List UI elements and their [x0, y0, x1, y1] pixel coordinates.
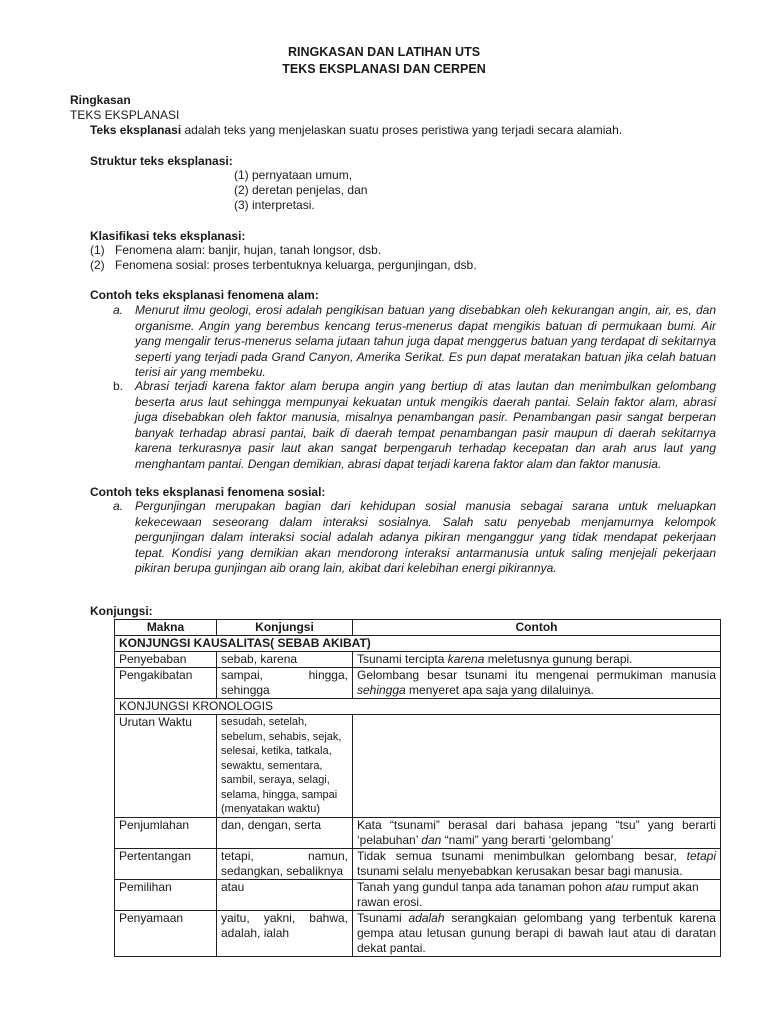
cell-makna: Penyebaban — [115, 652, 217, 668]
cell-konjungsi: tetapi, namun, sedangkan, sebaliknya — [217, 848, 353, 879]
cell-contoh — [353, 879, 721, 910]
group-label: KONJUNGSI KAUSALITAS( SEBAB AKIBAT) — [115, 636, 721, 652]
table-row — [115, 668, 721, 699]
contoh-text: Gelombang besar tsunami itu mengenai permukiman manusia — [357, 668, 716, 682]
definition-term: Teks eksplanasi — [90, 123, 182, 137]
header-contoh: Contoh — [353, 620, 721, 636]
klasifikasi-text: Fenomena alam: banjir, hujan, tanah longsor, dsb. — [115, 243, 382, 257]
contoh-text: serangkaian gelombang yang terbentuk karena gempa atau letusan gunung berapi di bawah laut atau di daratan dekat pantai. — [357, 910, 716, 955]
struktur-item: (2) deretan penjelas, dan — [234, 183, 368, 197]
contoh-text: meletusnya gunung berapi. — [484, 652, 633, 666]
struktur-item: (3) interpretasi. — [234, 198, 315, 212]
contoh-text: Tidak semua tsunami menimbulkan gelombang besar, — [357, 848, 687, 863]
cell-contoh — [353, 817, 721, 848]
contoh-text: rumput akan rawan erosi. — [357, 879, 699, 909]
contoh-alam-heading: Contoh teks eksplanasi fenomena alam: — [90, 288, 319, 302]
contoh-alam-a-paragraph: Menurut ilmu geologi, erosi adalah pengikisan batuan yang disebabkan oleh kekurangan angin, air, es, dan organisme. Angin yang berembus kencang terus-menerus dapat mengikis batuan di permukaan bumi. Air yang mengalir terus-menerus selama jutaan tahun juga dapat menggerus batuan yang terdapat di sekitarnya seperti yang terjadi pada Grand Canyon, Amerika Serikat. Es pun dapat meratakan batuan jika celah batuan terisi air yang membeku. — [135, 303, 716, 379]
table-row — [115, 817, 721, 848]
header-konjungsi: Konjungsi — [217, 620, 353, 636]
contoh-emphasis: sehingga — [357, 683, 406, 697]
table-row — [115, 879, 721, 910]
konjungsi-table — [114, 619, 721, 957]
contoh-text: Tsunami tercipta — [357, 652, 448, 666]
contoh-emphasis: karena — [447, 652, 485, 666]
cell-konjungsi: sebab, karena — [217, 652, 353, 668]
contoh-text: Tanah yang gundul tanpa ada tanaman pohon — [357, 879, 606, 894]
contoh-emphasis: dan — [421, 832, 442, 847]
contoh-emphasis: atau — [605, 879, 629, 894]
contoh-text: “nami” yang berarti ‘gelombang’ — [441, 832, 614, 847]
title-line-1: RINGKASAN DAN LATIHAN UTS — [287, 45, 481, 59]
contoh-sosial-a-label: a. — [113, 499, 124, 513]
contoh-emphasis: tetapi — [686, 848, 716, 863]
cell-contoh — [353, 910, 721, 956]
cell-makna: Penjumlahan — [115, 817, 217, 848]
klasifikasi-heading: Klasifikasi teks eksplanasi: — [90, 229, 246, 243]
group-label: KONJUNGSI KRONOLOGIS — [115, 699, 721, 715]
contoh-text: menyeret apa saja yang dilaluinya. — [405, 683, 594, 697]
table-row — [115, 848, 721, 879]
contoh-text: Tsunami — [357, 910, 409, 925]
table-row — [115, 652, 721, 668]
group-row-kronologis — [115, 699, 721, 715]
definition-text: adalah teks yang menjelaskan suatu proses peristiwa yang terjadi secara alamiah. — [181, 123, 623, 137]
table-row — [115, 715, 721, 818]
group-row-kausalitas — [115, 636, 721, 652]
header-makna: Makna — [115, 620, 217, 636]
cell-contoh — [353, 668, 721, 699]
klasifikasi-num: (1) — [90, 243, 105, 257]
cell-konjungsi: dan, dengan, serta — [217, 817, 353, 848]
cell-makna: Pemilihan — [115, 879, 217, 910]
table-header-row — [115, 620, 721, 636]
cell-makna: Pertentangan — [115, 848, 217, 879]
contoh-text: Kata “tsunami” berasal dari bahasa jepang “tsu” yang berarti ‘pelabuhan’ — [357, 817, 716, 847]
cell-contoh — [353, 652, 721, 668]
cell-konjungsi: sesudah, setelah, sebelum, sehabis, sejak, selesai, ketika, tatkala, sewaktu, sementara, sambil, seraya, selagi, selama, hingga, sampai (menyatakan waktu) — [217, 715, 353, 818]
ringkasan-heading: Ringkasan — [70, 93, 131, 107]
title-line-2: TEKS EKSPLANASI DAN CERPEN — [282, 62, 486, 76]
cell-makna: Urutan Waktu — [115, 715, 217, 818]
contoh-alam-b-paragraph: Abrasi terjadi karena faktor alam berupa angin yang bertiup di atas lautan dan menimbulkan gelombang beserta arus laut sehingga mempunyai kekuatan untuk mengikis daerah pantai. Selain faktor alam, abrasi juga disebabkan oleh faktor manusia, misalnya penambangan pasir. Penambangan pasir sangat berperan banyak terhadap abrasi pantai, baik di daerah tempat penambangan pasir maupun di daerah sekitarnya karena terkurasnya pasir laut akan sangat berpengaruh terhadap kecepatan dan arah arus laut yang menghantam pantai. Dengan demikian, abrasi dapat terjadi karena faktor alam dan faktor manusia. — [135, 379, 716, 471]
contoh-sosial-heading: Contoh teks eksplanasi fenomena sosial: — [90, 485, 326, 499]
cell-konjungsi: sampai, hingga, sehingga — [217, 668, 353, 699]
cell-contoh-empty — [353, 715, 721, 818]
cell-konjungsi: atau — [217, 879, 353, 910]
klasifikasi-num: (2) — [90, 258, 105, 272]
contoh-alam-b-label: b. — [113, 379, 124, 393]
contoh-sosial-a-paragraph: Pergunjingan merupakan bagian dari kehidupan sosial manusia sebagai sarana untuk meluapkan kekecewaan seseorang dalam interaksi sosialnya. Salah satu penyebab menjamurnya kelompok pergunjingan dalam interaksi social adalah adanya pikiran menganggur yang tidak mendapat pekerjaan tepat. Kondisi yang demikian akan mendorong interaksi antarmanusia untuk saling menjejali pekerjaan pikiran berupa gunjingan aib orang lain, akibat dari kelebihan energi pikirannya. — [135, 499, 716, 575]
cell-contoh — [353, 848, 721, 879]
struktur-heading: Struktur teks eksplanasi: — [90, 154, 233, 168]
konjungsi-heading: Konjungsi: — [90, 604, 153, 618]
section-heading: TEKS EKSPLANASI — [70, 108, 180, 122]
klasifikasi-text: Fenomena sosial: proses terbentuknya keluarga, pergunjingan, dsb. — [115, 258, 477, 272]
table-row — [115, 910, 721, 956]
contoh-emphasis: adalah — [408, 910, 445, 925]
struktur-item: (1) pernyataan umum, — [234, 168, 353, 182]
contoh-alam-a-label: a. — [113, 303, 124, 317]
contoh-text: tsunami selalu menyebabkan kerusakan besar bagi manusia. — [357, 863, 683, 878]
cell-makna: Pengakibatan — [115, 668, 217, 699]
definition — [90, 123, 622, 137]
cell-konjungsi: yaitu, yakni, bahwa, adalah, ialah — [217, 910, 353, 956]
cell-makna: Penyamaan — [115, 910, 217, 956]
